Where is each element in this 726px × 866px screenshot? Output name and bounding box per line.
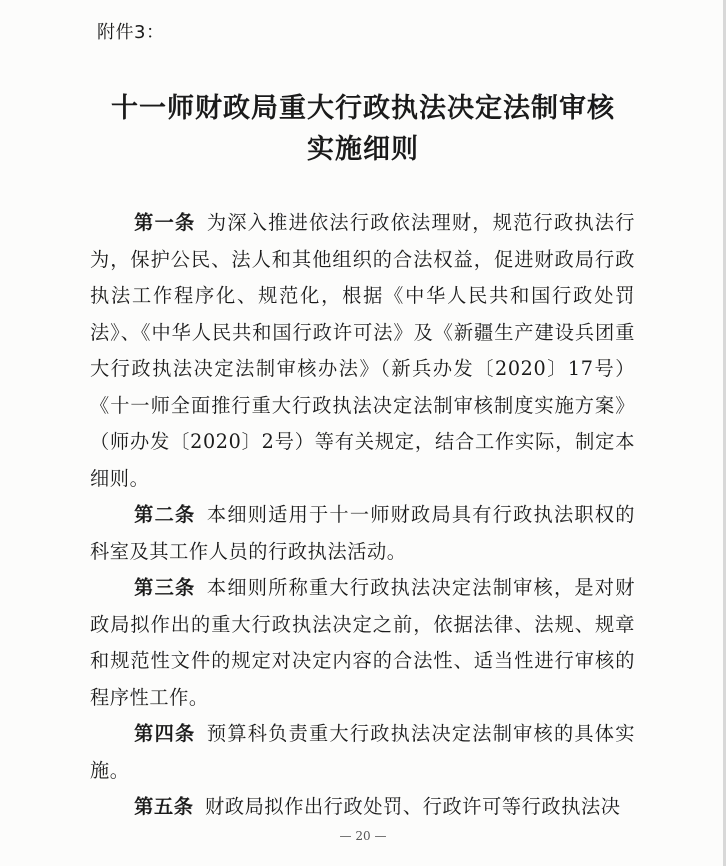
article-label: 第五条 (134, 795, 194, 818)
article-text: 为深入推进依法行政依法理财，规范行政执法行为，保护公民、法人和其他组织的合法权益，促进财政局行政执法工作程序化、规范化，根据《中华人民共和国行政处罚法》、《中华人民共和国行政许可法》及《新疆生产建设兵团重大行政执法决定法制审核办法》（新兵办发〔2020〕17号）《十一师全面推行重大行政执法决定法制审核制度实施方案》（师办发〔2020〕2号）等有关规定，结合工作实际，制定本细则。 (90, 211, 635, 490)
article-label: 第二条 (134, 503, 196, 526)
article-4 (90, 716, 635, 789)
article-1 (90, 205, 635, 497)
article-5 (90, 789, 635, 826)
article-label: 第三条 (134, 576, 196, 599)
article-text: 财政局拟作出行政处罚、行政许可等行政执法决 (205, 795, 621, 818)
article-2 (90, 497, 635, 570)
document-title-line-2: 实施细则 (307, 134, 419, 165)
article-3 (90, 570, 635, 716)
article-label: 第四条 (134, 722, 196, 745)
article-text: 本细则适用于十一师财政局具有行政执法职权的科室及其工作人员的行政执法活动。 (90, 503, 635, 563)
article-text: 本细则所称重大行政执法决定法制审核，是对财政局拟作出的重大行政执法决定之前，依据法律、法规、规章和规范性文件的规定对决定内容的合法性、适当性进行审核的程序性工作。 (90, 576, 635, 709)
page-number: — 20 — (339, 829, 387, 843)
article-text: 预算科负责重大行政执法决定法制审核的具体实施。 (90, 722, 635, 782)
document-body (90, 205, 635, 826)
document-title-line-1: 十一师财政局重大行政执法决定法制审核 (111, 93, 615, 124)
attachment-label: 附件3： (97, 22, 165, 43)
article-label: 第一条 (134, 211, 196, 234)
